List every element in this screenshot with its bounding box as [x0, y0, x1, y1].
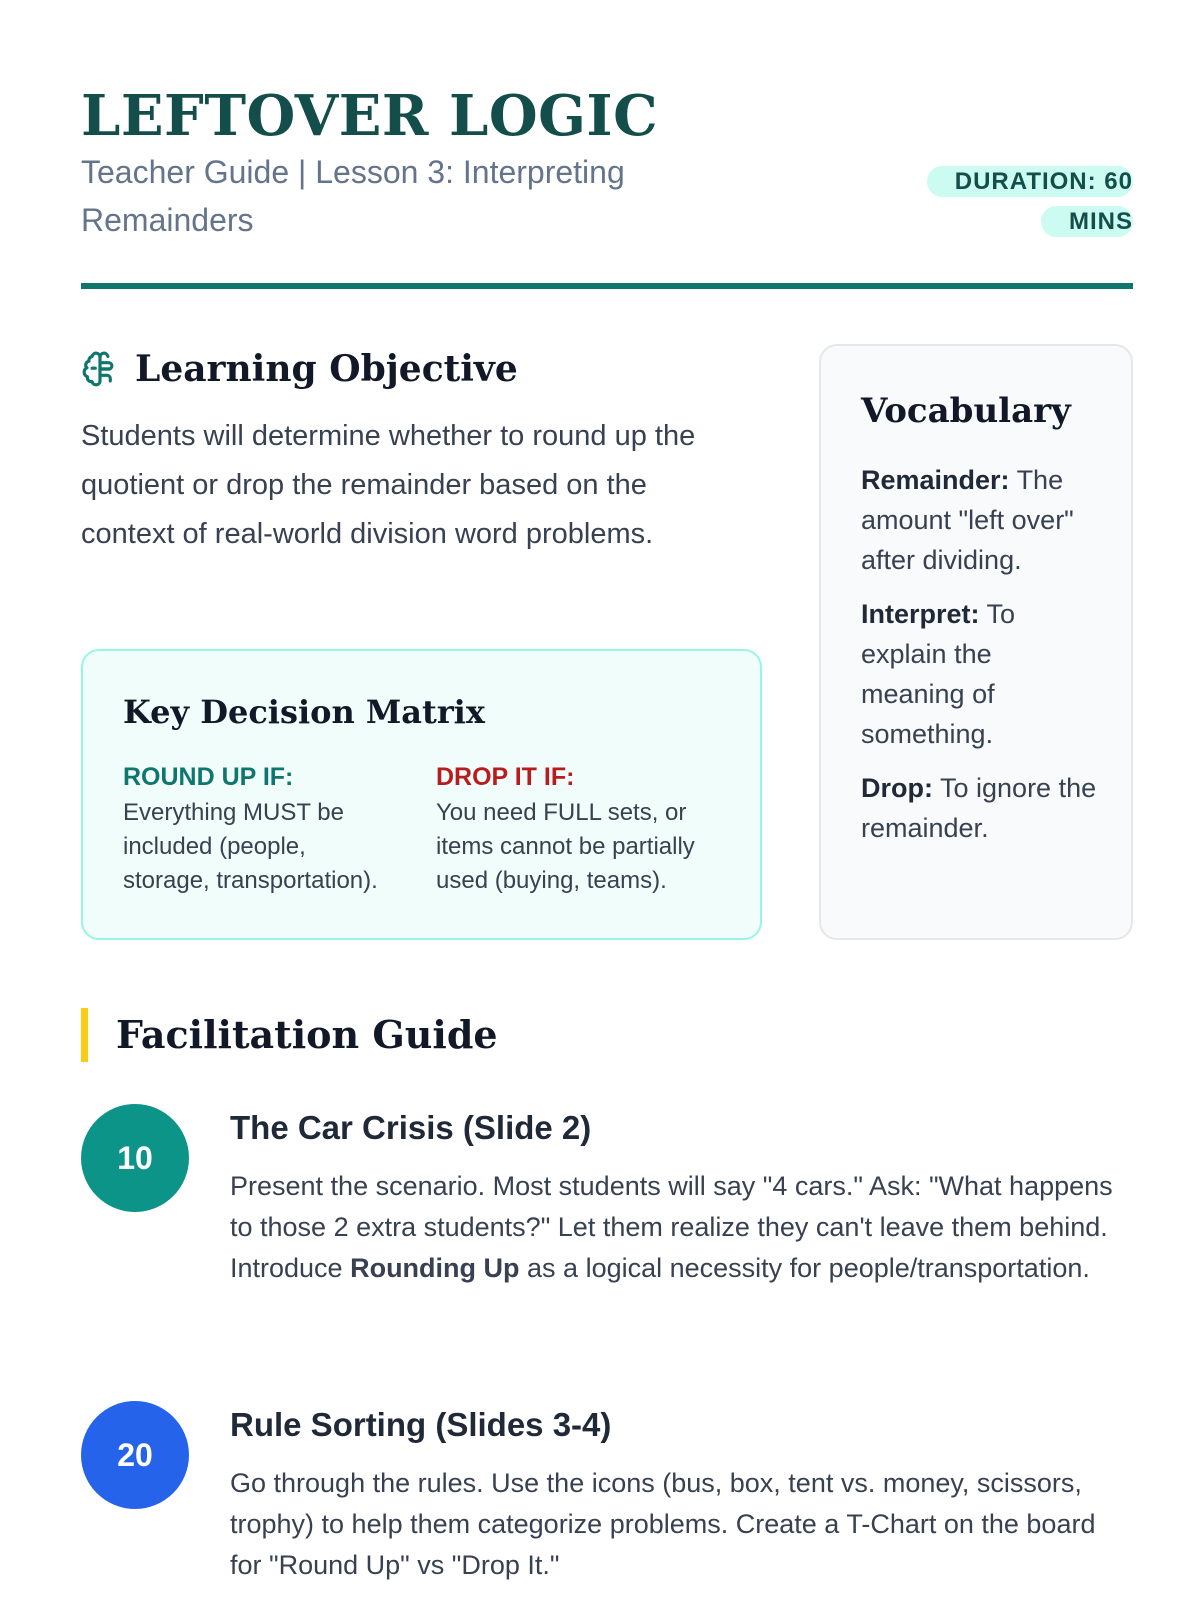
step-description: Go through the rules. Use the icons (bus, box, tent vs. money, scissors, trophy) to help them categorize problems. Create a T-Chart on the board for "Round Up" vs "Drop It." — [230, 1468, 1096, 1580]
decision-matrix-card — [81, 649, 762, 940]
drop-label: DROP IT IF: — [436, 763, 575, 791]
vocab-term: Interpret: — [861, 599, 980, 629]
objective-heading — [81, 348, 518, 390]
brain-icon — [81, 350, 119, 388]
step-body — [230, 1104, 1130, 1289]
step-title: Rule Sorting (Slides 3-4) — [230, 1406, 612, 1443]
drop-text: You need FULL sets, or items cannot be partially used (buying, teams). — [436, 799, 695, 894]
round-up-text: Everything MUST be included (people, storage, transportation). — [123, 799, 378, 894]
objective-text: Students will determine whether to round up the quotient or drop the remainder based on the context of real-world division word problems. — [81, 420, 696, 550]
vocab-item-drop — [861, 768, 1101, 848]
duration-text: DURATION: 60 MINS — [927, 166, 1133, 237]
vocab-definition: To ignore the remainder. — [861, 773, 1097, 843]
header-divider — [81, 283, 1133, 289]
vocab-term: Drop: — [861, 773, 933, 803]
step-description-emphasis: Rounding Up — [350, 1253, 520, 1283]
vocabulary-heading: Vocabulary — [861, 391, 1071, 431]
page-subtitle: Teacher Guide | Lesson 3: Interpreting Remainders — [81, 154, 625, 238]
matrix-heading: Key Decision Matrix — [123, 693, 485, 731]
step-description-text: as a logical necessity for people/transportation. — [519, 1253, 1090, 1283]
minutes-badge: 20 — [81, 1401, 189, 1509]
lesson-guide-page — [81, 0, 1133, 1600]
duration-badge — [923, 162, 1133, 242]
page-title: LEFTOVER LOGIC — [81, 83, 659, 149]
vocab-term: Remainder: — [861, 465, 1010, 495]
vocab-item-remainder — [861, 460, 1101, 580]
vocabulary-card — [819, 344, 1133, 940]
facilitation-heading: Facilitation Guide — [81, 1008, 498, 1062]
minutes-badge: 10 — [81, 1104, 189, 1212]
step-title: The Car Crisis (Slide 2) — [230, 1109, 592, 1146]
vocab-item-interpret — [861, 594, 1101, 754]
drop-column — [436, 763, 711, 898]
step-body — [230, 1401, 1130, 1586]
vocab-definition: To explain the meaning of something. — [861, 599, 1016, 749]
step-description-text: Present the scenario. Most students will say "4 cars." Ask: "What happens to those 2 extra students?" Let them realize they can't leave them behind. Introduce — [230, 1171, 1113, 1283]
vocab-definition: The amount "left over" after dividing. — [861, 465, 1074, 575]
round-up-label: ROUND UP IF: — [123, 763, 294, 791]
objective-heading-text: Learning Objective — [135, 348, 518, 390]
round-up-column — [123, 763, 398, 898]
step-description — [230, 1166, 1130, 1289]
